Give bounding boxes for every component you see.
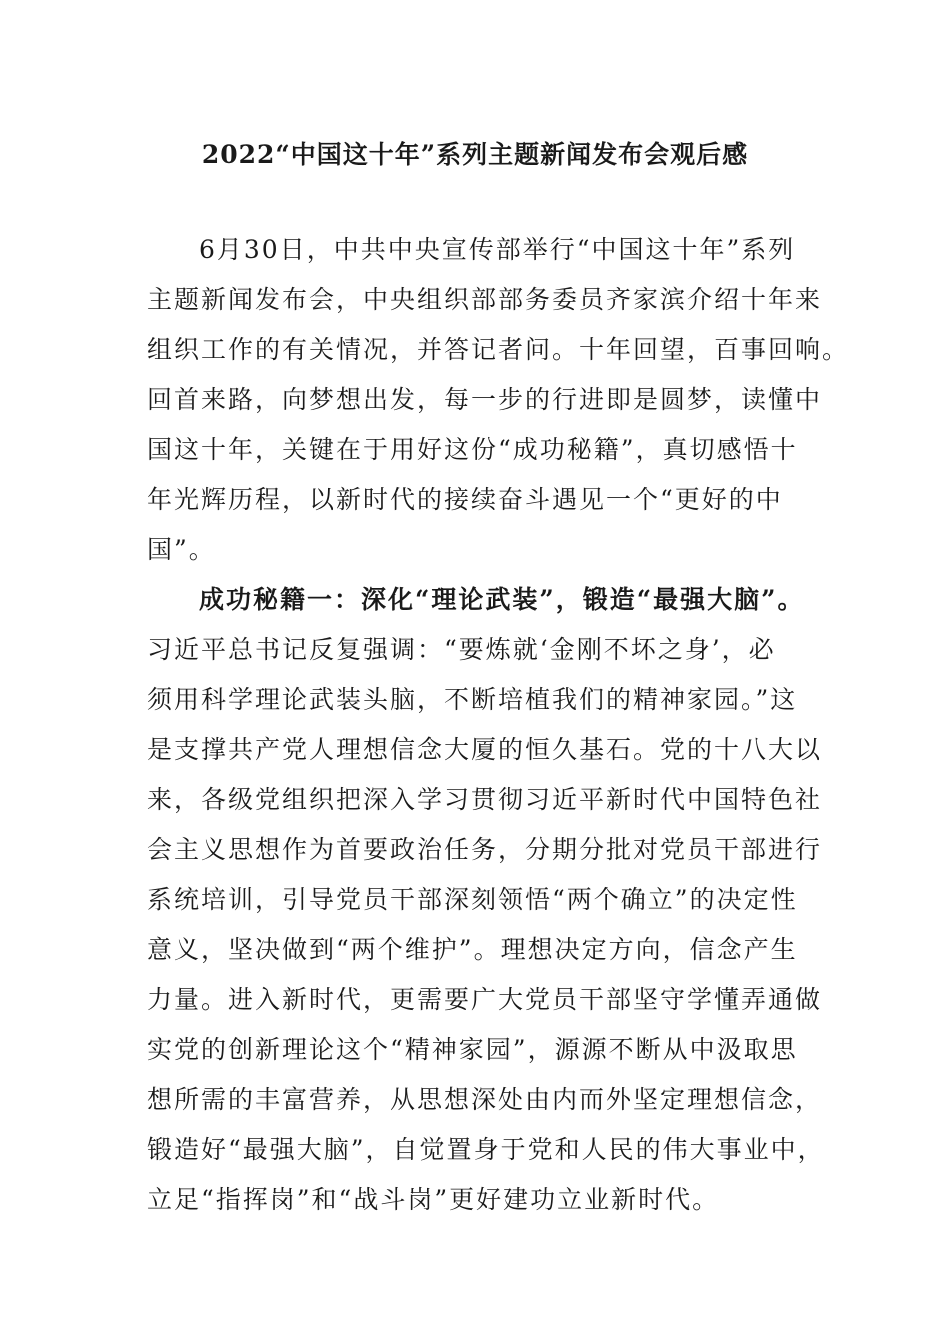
paragraph-line: 须用科学理论武装头脑，不断培植我们的精神家园。”这 — [147, 685, 798, 714]
paragraph-line: 组织工作的有关情况，并答记者问。十年回望，百事回响。 — [147, 335, 850, 364]
paragraph-intro — [147, 225, 850, 575]
paragraph-line: 年光辉历程，以新时代的接续奋斗遇见一个“更好的中 — [147, 485, 783, 514]
paragraph-line: 回首来路，向梦想出发，每一步的行进即是圆梦，读懂中 — [147, 385, 823, 414]
paragraph-line: 6月30日，中共中央宣传部举行“中国这十年”系列 — [199, 235, 796, 264]
document-title: 2022“中国这十年”系列主题新闻发布会观后感 — [201, 140, 749, 169]
paragraph-line: 会主义思想作为首要政治任务，分期分批对党员干部进行 — [147, 835, 823, 864]
paragraph-secret-one — [147, 575, 825, 1225]
paragraph-line: 意义，坚决做到“两个维护”。理想决定方向，信念产生 — [147, 935, 798, 964]
paragraph-line: 来，各级党组织把深入学习贯彻习近平新时代中国特色社 — [147, 785, 823, 814]
paragraph-line: 锻造好“最强大脑”，自觉置身于党和人民的伟大事业中， — [147, 1135, 825, 1164]
paragraph-line: 主题新闻发布会，中央组织部部务委员齐家滨介绍十年来 — [147, 285, 823, 314]
paragraph-line: 系统培训，引导党员干部深刻领悟“两个确立”的决定性 — [147, 885, 798, 914]
paragraph-line: 是支撑共产党人理想信念大厦的恒久基石。党的十八大以 — [147, 735, 823, 764]
paragraph-line: 习近平总书记反复强调：“要炼就‘金刚不坏之身’，必 — [147, 635, 776, 664]
paragraph-line: 力量。进入新时代，更需要广大党员干部坚守学懂弄通做 — [147, 985, 823, 1014]
section-heading: 成功秘籍一：深化“理论武装”，锻造“最强大脑”。 — [199, 585, 805, 614]
paragraph-line: 想所需的丰富营养，从思想深处由内而外坚定理想信念， — [147, 1085, 823, 1114]
paragraph-line: 国这十年，关键在于用好这份“成功秘籍”，真切感悟十 — [147, 435, 798, 464]
paragraph-line: 实党的创新理论这个“精神家园”，源源不断从中汲取思 — [147, 1035, 798, 1064]
paragraph-line: 立足“指挥岗”和“战斗岗”更好建功立业新时代。 — [147, 1185, 720, 1214]
paragraph-line: 国”。 — [147, 535, 216, 564]
